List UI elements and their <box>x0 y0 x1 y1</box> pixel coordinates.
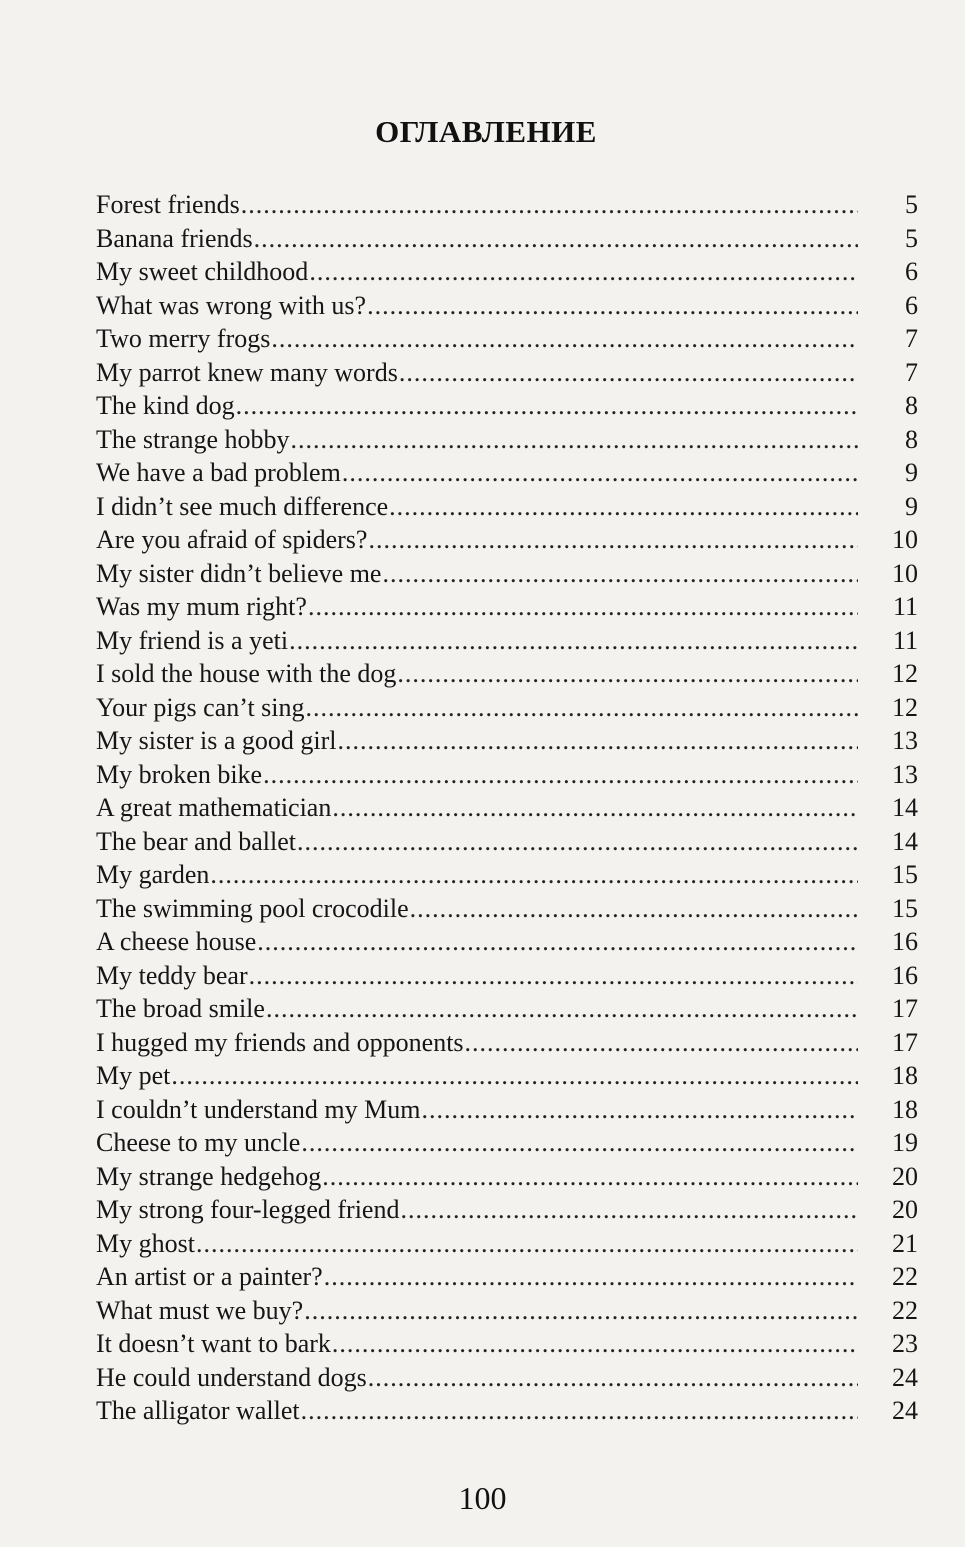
toc-entry-title: My teddy bear <box>96 960 248 990</box>
dot-leader <box>338 724 859 758</box>
toc-entry-title: What must we buy? <box>96 1295 304 1325</box>
dot-leader <box>236 389 858 423</box>
toc-entry-title: My broken bike <box>96 759 263 789</box>
toc-entry-title: An artist or a painter? <box>96 1262 323 1291</box>
toc-entry-page: 12 <box>892 659 918 688</box>
toc-entry-page: 15 <box>892 893 918 923</box>
toc-entry-page: 5 <box>905 190 918 219</box>
dot-leader <box>465 1026 858 1060</box>
toc-entry-title: My garden <box>96 860 210 889</box>
table-of-contents <box>96 188 918 1428</box>
toc-entry <box>96 1026 918 1060</box>
toc-entry-title: The broad smile <box>96 994 265 1023</box>
dot-leader <box>301 1394 858 1428</box>
toc-entry <box>96 1394 918 1428</box>
toc-entry <box>96 255 918 289</box>
dot-leader <box>257 925 858 959</box>
toc-entry-title: We have a bad problem <box>96 458 341 487</box>
toc-entry-title: I didn’t see much difference <box>96 491 389 521</box>
toc-entry-page: 14 <box>892 793 918 822</box>
toc-entry-page: 9 <box>905 458 918 487</box>
dot-leader <box>171 1059 858 1093</box>
toc-entry-title: Are you afraid of spiders? <box>96 525 368 554</box>
toc-entry <box>96 356 918 390</box>
toc-entry-title: My sweet childhood <box>96 257 309 286</box>
toc-entry-page: 19 <box>892 1128 918 1157</box>
toc-entry <box>96 1327 918 1361</box>
toc-entry <box>96 724 918 758</box>
toc-entry <box>96 523 918 557</box>
toc-entry <box>96 657 918 691</box>
toc-entry-title: My friend is a yeti <box>96 625 289 655</box>
toc-entry <box>96 1361 918 1395</box>
toc-entry-page: 18 <box>892 1094 918 1124</box>
toc-entry-page: 14 <box>892 826 918 856</box>
toc-entry <box>96 590 918 624</box>
dot-leader <box>306 691 858 725</box>
dot-leader <box>266 992 858 1026</box>
toc-entry-title: The alligator wallet <box>96 1396 300 1425</box>
dot-leader <box>297 825 858 859</box>
toc-entry-title: The kind dog <box>96 391 235 420</box>
toc-entry-page: 24 <box>892 1396 918 1425</box>
toc-entry <box>96 1294 918 1328</box>
toc-entry-title: It doesn’t want to bark <box>96 1329 331 1358</box>
toc-entry-title: The swimming pool crocodile <box>96 893 409 923</box>
toc-entry-title: My parrot knew many words <box>96 357 398 387</box>
toc-entry-page: 21 <box>892 1228 918 1258</box>
toc-entry-page: 11 <box>892 625 918 655</box>
toc-entry <box>96 1160 918 1194</box>
toc-entry-page: 6 <box>905 290 918 320</box>
toc-entry <box>96 925 918 959</box>
toc-entry <box>96 1260 918 1294</box>
dot-leader <box>254 222 858 256</box>
toc-entry-page: 15 <box>892 860 918 889</box>
toc-entry <box>96 490 918 524</box>
toc-entry-page: 17 <box>892 994 918 1023</box>
toc-entry <box>96 389 918 423</box>
toc-entry <box>96 791 918 825</box>
contents-heading: ОГЛАВЛЕНИЕ <box>375 114 597 149</box>
toc-entry-title: Cheese to my uncle <box>96 1128 301 1157</box>
toc-entry-title: What was wrong with us? <box>96 290 367 320</box>
toc-entry-title: My ghost <box>96 1228 195 1258</box>
dot-leader <box>196 1227 858 1261</box>
toc-entry-title: I hugged my friends and opponents <box>96 1027 464 1057</box>
dot-leader <box>400 1193 858 1227</box>
toc-entry-title: My sister didn’t believe me <box>96 558 382 588</box>
page-number: 100 <box>458 1480 507 1516</box>
toc-entry-title: Was my mum right? <box>96 592 307 621</box>
toc-entry-page: 20 <box>892 1161 918 1191</box>
toc-entry <box>96 1227 918 1261</box>
toc-entry <box>96 992 918 1026</box>
toc-entry <box>96 959 918 993</box>
dot-leader <box>304 1294 858 1328</box>
toc-entry <box>96 691 918 725</box>
toc-entry <box>96 825 918 859</box>
toc-entry <box>96 758 918 792</box>
toc-entry-title: My sister is a good girl <box>96 726 337 755</box>
toc-entry-title: A great mathematician <box>96 793 332 822</box>
toc-entry-page: 10 <box>892 558 918 588</box>
toc-entry-title: I couldn’t understand my Mum <box>96 1094 421 1124</box>
toc-entry-title: My pet <box>96 1061 171 1090</box>
toc-entry <box>96 188 918 222</box>
toc-entry-title: A cheese house <box>96 927 257 956</box>
toc-entry-page: 16 <box>892 927 918 956</box>
toc-entry-page: 10 <box>892 525 918 554</box>
dot-leader <box>309 255 858 289</box>
toc-entry-page: 7 <box>905 324 918 353</box>
toc-entry <box>96 456 918 490</box>
toc-entry <box>96 1193 918 1227</box>
dot-leader <box>368 523 858 557</box>
toc-entry-title: My strong four-legged friend <box>96 1195 400 1224</box>
dot-leader <box>382 557 858 591</box>
toc-entry-page: 17 <box>892 1027 918 1057</box>
dot-leader <box>301 1126 858 1160</box>
toc-entry-page: 9 <box>905 491 918 521</box>
dot-leader <box>291 423 858 457</box>
toc-entry-title: The strange hobby <box>96 424 290 454</box>
toc-entry-page: 22 <box>892 1262 918 1291</box>
toc-entry-page: 8 <box>905 391 918 420</box>
toc-entry-title: My strange hedgehog <box>96 1161 322 1191</box>
toc-entry-title: The bear and ballet <box>96 826 296 856</box>
toc-entry <box>96 1059 918 1093</box>
toc-entry-title: Forest friends <box>96 190 240 219</box>
toc-entry <box>96 858 918 892</box>
dot-leader <box>389 490 858 524</box>
toc-entry-title: Two merry frogs <box>96 324 271 353</box>
dot-leader <box>342 456 858 490</box>
toc-entry-page: 7 <box>905 357 918 387</box>
toc-entry-page: 23 <box>892 1329 918 1358</box>
toc-entry-page: 11 <box>892 592 918 621</box>
toc-entry-page: 22 <box>892 1295 918 1325</box>
toc-entry-page: 12 <box>892 692 918 722</box>
dot-leader <box>210 858 858 892</box>
dot-leader <box>332 1327 858 1361</box>
toc-entry-page: 16 <box>892 960 918 990</box>
toc-entry <box>96 1093 918 1127</box>
dot-leader <box>289 624 858 658</box>
toc-entry-page: 20 <box>892 1195 918 1224</box>
dot-leader <box>367 289 858 323</box>
toc-entry-title: Banana friends <box>96 223 253 253</box>
dot-leader <box>421 1093 858 1127</box>
dot-leader <box>263 758 858 792</box>
toc-entry-page: 6 <box>905 257 918 286</box>
toc-entry-page: 13 <box>892 759 918 789</box>
toc-entry-page: 18 <box>892 1061 918 1090</box>
dot-leader <box>241 188 858 222</box>
toc-entry-title: He could understand dogs <box>96 1362 367 1392</box>
dot-leader <box>308 590 858 624</box>
dot-leader <box>322 1160 858 1194</box>
toc-entry <box>96 624 918 658</box>
dot-leader <box>249 959 858 993</box>
toc-entry-page: 8 <box>905 424 918 454</box>
dot-leader <box>397 657 858 691</box>
toc-entry <box>96 289 918 323</box>
toc-entry-page: 5 <box>905 223 918 253</box>
toc-entry-page: 24 <box>892 1362 918 1392</box>
dot-leader <box>368 1361 858 1395</box>
toc-entry <box>96 1126 918 1160</box>
toc-entry <box>96 892 918 926</box>
toc-entry <box>96 222 918 256</box>
toc-entry <box>96 557 918 591</box>
dot-leader <box>271 322 858 356</box>
dot-leader <box>399 356 858 390</box>
toc-entry-title: I sold the house with the dog <box>96 659 397 688</box>
dot-leader <box>410 892 858 926</box>
toc-entry <box>96 423 918 457</box>
dot-leader <box>332 791 858 825</box>
dot-leader <box>324 1260 858 1294</box>
toc-entry-page: 13 <box>892 726 918 755</box>
toc-entry <box>96 322 918 356</box>
toc-entry-title: Your pigs can’t sing <box>96 692 305 722</box>
